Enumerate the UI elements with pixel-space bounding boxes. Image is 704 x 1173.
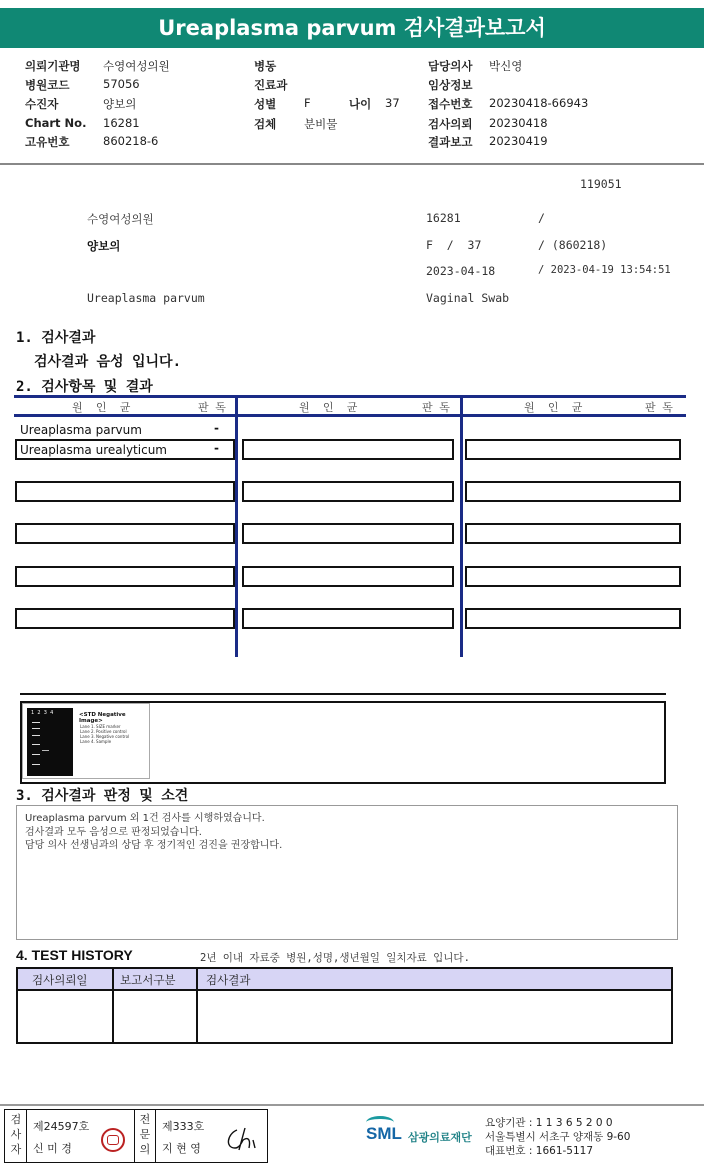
section2-heading: 2. 검사항목 및 결과 xyxy=(16,379,153,395)
reviewer-name: 지 현 영 xyxy=(162,1142,201,1155)
tester-seal xyxy=(101,1128,125,1152)
report-title: Ureaplasma parvum 검사결과보고서 xyxy=(0,8,704,48)
judgment-cell: - xyxy=(214,421,219,435)
brand-mark: SML xyxy=(366,1124,402,1143)
value-specimen: 분비물 xyxy=(304,117,338,131)
opinion-line: Ureaplasma parvum 외 1건 검사를 시행하였습니다. xyxy=(25,813,265,824)
result-row-box xyxy=(465,523,681,544)
gel-image xyxy=(22,703,150,779)
header-organism-3: 원 인 균 xyxy=(524,401,583,414)
history-col-divider xyxy=(112,969,114,1042)
org-address: 서울특별시 서초구 양재동 9-60 xyxy=(485,1131,631,1143)
org-code: 요양기관 : 1 1 3 6 5 2 0 0 xyxy=(485,1117,613,1129)
gel-lane-numbers: 1 2 3 4 xyxy=(31,710,54,716)
summary-test-name: Ureaplasma parvum xyxy=(87,291,205,305)
header-info xyxy=(0,54,704,162)
section1-result: 검사결과 음성 입니다. xyxy=(34,354,182,370)
label-department: 진료과 xyxy=(254,78,288,92)
value-hospital-code: 57056 xyxy=(103,77,140,91)
header-judgment-1: 판 독 xyxy=(198,401,226,414)
value-receipt-no: 20230418-66943 xyxy=(489,96,589,110)
result-row-box xyxy=(242,523,454,544)
summary-chart: 16281 xyxy=(426,211,461,225)
header-organism-1: 원 인 균 xyxy=(72,401,131,414)
result-row-box xyxy=(15,523,235,544)
label-hospital-code: 병원코드 xyxy=(25,78,70,92)
reviewer-signature xyxy=(223,1124,261,1154)
reviewer-label-cell xyxy=(134,1110,156,1162)
result-row-box xyxy=(15,608,235,629)
value-chart-no: 16281 xyxy=(103,116,140,130)
org-phone: 대표번호 : 1661-5117 xyxy=(485,1145,594,1157)
signature-box xyxy=(4,1109,268,1163)
label-clinical-info: 임상정보 xyxy=(428,78,473,92)
label-chart-no: Chart No. xyxy=(25,116,87,130)
value-requester: 수영여성의원 xyxy=(103,59,170,73)
table-col-divider-2 xyxy=(460,395,463,657)
gel-legend-item: Lane 3. Negative control xyxy=(80,734,130,739)
summary-birth: / (860218) xyxy=(538,238,608,252)
result-row-box xyxy=(465,608,681,629)
label-ward: 병동 xyxy=(254,59,277,73)
value-unique-no: 860218-6 xyxy=(103,134,159,148)
history-col-result: 검사결과 xyxy=(206,973,251,987)
gel-legend-item: Lane 2. Positive control xyxy=(80,729,127,734)
label-specimen: 검체 xyxy=(254,117,277,131)
history-header-row xyxy=(18,969,671,991)
tester-label: 검사자 xyxy=(10,1113,22,1156)
result-row-box xyxy=(15,481,235,502)
opinion-text xyxy=(25,812,282,853)
summary-date-received: 2023-04-18 xyxy=(426,264,496,278)
opinion-box xyxy=(16,805,678,940)
header-divider xyxy=(0,163,704,165)
footer-divider xyxy=(0,1104,704,1106)
result-row-box xyxy=(465,481,681,502)
label-age: 나이 xyxy=(349,97,372,111)
summary-specimen: Vaginal Swab xyxy=(426,291,510,305)
gel-top-rule xyxy=(20,693,666,695)
gel-legend-item: Lane 1. SIZE marker xyxy=(80,724,121,729)
result-row-box xyxy=(465,439,681,460)
summary-sex-age: F / 37 xyxy=(426,238,482,252)
gel-legend xyxy=(80,724,129,744)
gel-photo xyxy=(27,708,73,776)
opinion-line: 검사결과 모두 음성으로 판정되었습니다. xyxy=(25,826,202,838)
brand-name: 삼광의료재단 xyxy=(408,1131,472,1144)
tester-name: 신 미 경 xyxy=(33,1142,72,1155)
summary-clinic: 수영여성의원 xyxy=(87,212,154,226)
label-receipt-no: 접수번호 xyxy=(428,97,473,111)
result-row-box xyxy=(242,439,454,460)
value-patient: 양보의 xyxy=(103,97,137,111)
history-col-type: 보고서구분 xyxy=(120,973,176,987)
value-request-date: 20230418 xyxy=(489,116,548,130)
value-report-date: 20230419 xyxy=(489,134,548,148)
tester-label-cell xyxy=(5,1110,27,1162)
label-patient: 수진자 xyxy=(25,97,59,111)
gel-title: <STD Negative Image> xyxy=(79,712,126,724)
organism-cell: Ureaplasma parvum xyxy=(20,423,142,437)
opinion-line: 담당 의사 선생님과의 상담 후 정기적인 검진을 권장합니다. xyxy=(25,840,283,851)
value-age: 37 xyxy=(385,96,400,110)
label-report-date: 결과보고 xyxy=(428,135,473,149)
summary-slash: / xyxy=(538,211,545,225)
judgment-cell: - xyxy=(214,441,219,455)
label-unique-no: 고유번호 xyxy=(25,135,70,149)
org-info xyxy=(485,1116,630,1158)
organism-cell: Ureaplasma urealyticum xyxy=(20,443,167,457)
result-row-box xyxy=(242,566,454,587)
table-col-divider-1 xyxy=(235,395,238,657)
label-doctor: 담당의사 xyxy=(428,59,473,73)
history-table xyxy=(16,967,673,1044)
gel-legend-item: Lane 4. Sample xyxy=(80,739,112,744)
result-row-box xyxy=(465,566,681,587)
header-judgment-2: 판 독 xyxy=(422,401,450,414)
table-top-rule xyxy=(14,395,686,398)
reviewer-no: 제333호 xyxy=(162,1120,205,1133)
label-sex: 성별 xyxy=(254,97,277,111)
tester-no: 제24597호 xyxy=(33,1120,90,1133)
result-row-box xyxy=(15,566,235,587)
reviewer-label: 전문의 xyxy=(139,1113,151,1156)
section3-heading: 3. 검사결과 판정 및 소견 xyxy=(16,788,189,804)
history-col-divider xyxy=(196,969,198,1042)
summary-id: 119051 xyxy=(580,177,622,191)
history-col-date: 검사의뢰일 xyxy=(32,973,88,987)
result-row-box xyxy=(242,608,454,629)
section4-heading: 4. TEST HISTORY xyxy=(16,947,133,963)
summary-date-reported: / 2023-04-19 13:54:51 xyxy=(538,264,671,276)
label-request-date: 검사의뢰 xyxy=(428,117,473,131)
history-note: 2년 이내 자료중 병원,성명,생년월일 일치자료 입니다. xyxy=(200,952,470,964)
value-sex: F xyxy=(304,96,311,110)
summary-patient: 양보의 xyxy=(87,239,121,253)
results-table xyxy=(14,395,686,657)
section1-heading: 1. 검사결과 xyxy=(16,330,96,346)
header-organism-2: 원 인 균 xyxy=(299,401,358,414)
label-requester: 의뢰기관명 xyxy=(25,59,81,73)
result-row-box xyxy=(242,481,454,502)
value-doctor: 박신영 xyxy=(489,59,523,73)
header-judgment-3: 판 독 xyxy=(645,401,673,414)
